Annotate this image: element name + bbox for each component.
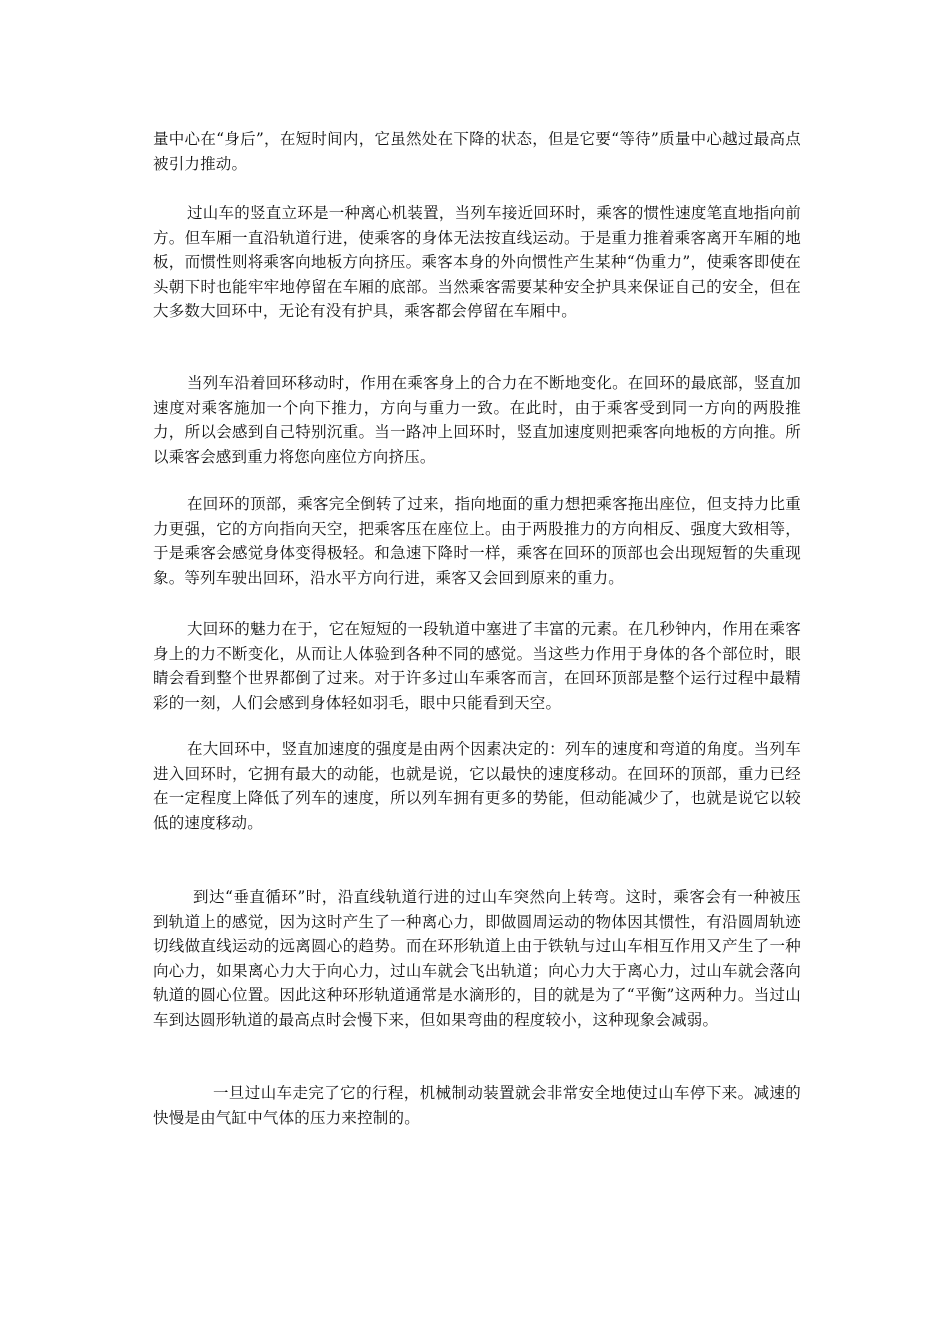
paragraph-centrifugal-force: 到达“垂直循环”时，沿直线轨道行进的过山车突然向上转弯。这时，乘客会有一种被压到轨道上的感觉，因为这时产生了一种离心力，即做圆周运动的物体因其惯性，有沿圆周轨迹切线做直线运动的远离圆心的趋势。而在环形轨道上由于铁轨与过山车相互作用又产生了一种向心力，如果离心力大于向心力，过山车就会飞出轨道；向心力大于离心力，过山车就会落向轨道的圆心位置。因此这种环形轨道通常是水滴形的，目的就是为了“平衡”这两种力。当过山车到达圆形轨道的最高点时会慢下来，但如果弯曲的程度较小，这种现象会减弱。 <box>153 888 801 1029</box>
paragraph-braking: 一旦过山车走完了它的行程，机械制动装置就会非常安全地使过山车停下来。减速的快慢是由气缸中气体的压力来控制的。 <box>153 1084 801 1127</box>
paragraph-vertical-loop: 过山车的竖直立环是一种离心机装置，当列车接近回环时，乘客的惯性速度笔直地指向前方。但车厢一直沿轨道行进，使乘客的身体无法按直线运动。于是重力推着乘客离开车厢的地板，而惯性则将乘客向地板方向挤压。乘客本身的外向惯性产生某种“伪重力”，使乘客即使在头朝下时也能牢牢地停留在车厢的底部。当然乘客需要某种安全护具来保证自己的安全，但在大多数大回环中，无论有没有护具，乘客都会停留在车厢中。 <box>153 204 801 320</box>
paragraph-acceleration-factors: 在大回环中，竖直加速度的强度是由两个因素决定的：列车的速度和弯道的角度。当列车进入回环时，它拥有最大的动能，也就是说，它以最快的速度移动。在回环的顶部，重力已经在一定程度上降低了列车的速度，所以列车拥有更多的势能，但动能减少了，也就是说它以较低的速度移动。 <box>153 740 801 832</box>
paragraph-loop-top: 在回环的顶部，乘客完全倒转了过来，指向地面的重力想把乘客拖出座位，但支持力比重力更强，它的方向指向天空，把乘客压在座位上。由于两股推力的方向相反、强度大致相等，于是乘客会感觉身体变得极轻。和急速下降时一样，乘客在回环的顶部也会出现短暂的失重现象。等列车驶出回环，沿水平方向行进，乘客又会回到原来的重力。 <box>153 495 801 587</box>
paragraph-loop-charm: 大回环的魅力在于，它在短短的一段轨道中塞进了丰富的元素。在几秒钟内，作用在乘客身上的力不断变化，从而让人体验到各种不同的感觉。当这些力作用于身体的各个部位时，眼睛会看到整个世界都倒了过来。对于许多过山车乘客而言，在回环顶部是整个运行过程中最精彩的一刻，人们会感到身体轻如羽毛，眼中只能看到天空。 <box>153 620 801 712</box>
paragraph-center-of-mass: 量中心在“身后”，在短时间内，它虽然处在下降的状态，但是它要“等待”质量中心越过最高点被引力推动。 <box>153 130 801 173</box>
paragraph-net-force: 当列车沿着回环移动时，作用在乘客身上的合力在不断地变化。在回环的最底部，竖直加速度对乘客施加一个向下推力，方向与重力一致。在此时，由于乘客受到同一方向的两股推力，所以会感到自己特别沉重。当一路冲上回环时，竖直加速度则把乘客向地板的方向推。所以乘客会感到重力将您向座位方向挤压。 <box>153 374 801 466</box>
